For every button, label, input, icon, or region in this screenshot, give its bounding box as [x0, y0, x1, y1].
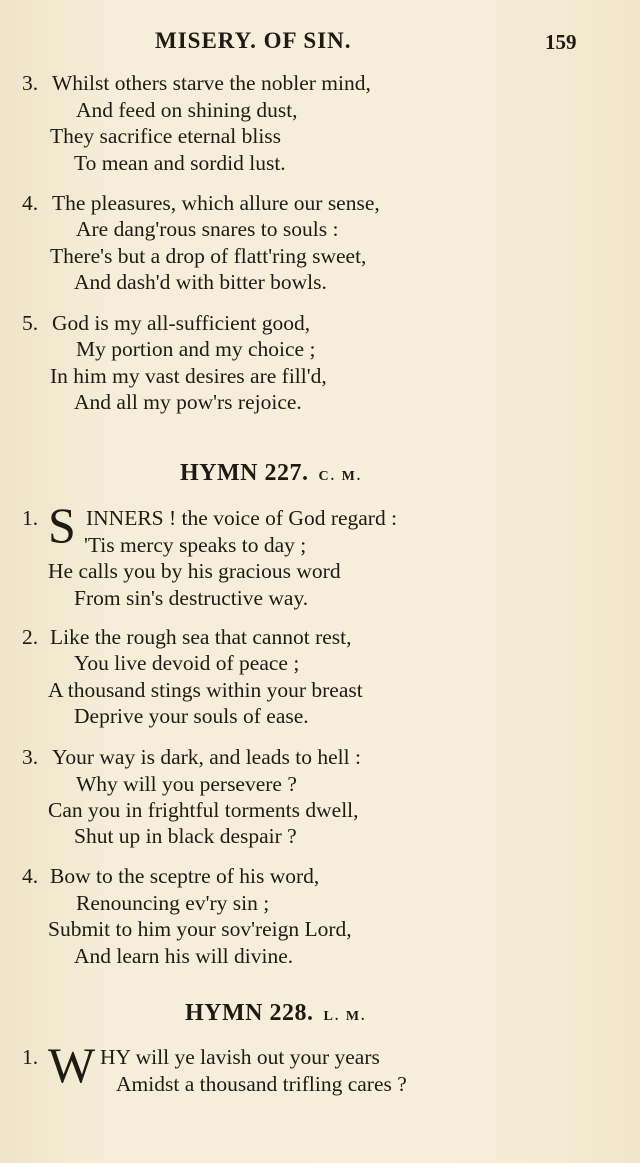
verse-line: INNERS ! the voice of God regard :	[86, 506, 398, 530]
verse-line: God is my all-sufficient good,	[52, 311, 311, 335]
verse-line: Whilst others starve the nobler mind,	[52, 71, 371, 95]
page-number: 159	[545, 30, 577, 54]
verse-line: 'Tis mercy speaks to day ;	[84, 533, 307, 557]
verse-line: He calls you by his gracious word	[48, 559, 341, 583]
running-title: MISERY. OF SIN.	[155, 28, 352, 53]
verse-line: There's but a drop of flatt'ring sweet,	[50, 244, 367, 268]
verse-line: Shut up in black despair ?	[74, 824, 297, 848]
verse-line: And learn his will divine.	[74, 944, 294, 968]
hymn-meter: C. M.	[318, 469, 363, 484]
hymn-number: HYMN 227.	[180, 460, 309, 486]
verse-line: The pleasures, which allure our sense,	[52, 191, 380, 215]
verse-line: Amidst a thousand trifling cares ?	[116, 1072, 407, 1096]
verse-line: And feed on shining dust,	[76, 98, 298, 122]
stanza-number: 1.	[22, 1045, 39, 1069]
verse-line: In him my vast desires are fill'd,	[50, 364, 327, 388]
hymn-228-title	[185, 1000, 367, 1027]
verse-line: And all my pow'rs rejoice.	[74, 390, 302, 414]
stanza-number: 1.	[22, 506, 39, 530]
verse-line: From sin's destructive way.	[74, 586, 309, 610]
verse-line: Can you in frightful torments dwell,	[48, 798, 359, 822]
drop-capital: S	[48, 497, 76, 553]
hymn-number: HYMN 228.	[185, 1000, 314, 1026]
hymn-meter: L. M.	[323, 1009, 367, 1024]
verse-line: A thousand stings within your breast	[48, 678, 363, 702]
running-head	[0, 28, 640, 58]
verse-line: Are dang'rous snares to souls :	[76, 217, 339, 241]
stanza-number: 2.	[22, 625, 39, 649]
verse-line: Why will you persevere ?	[76, 772, 297, 796]
verse-line: My portion and my choice ;	[76, 337, 316, 361]
verse-line: HY will ye lavish out your years	[100, 1045, 380, 1069]
verse-line: To mean and sordid lust.	[74, 151, 286, 175]
verse-line: Submit to him your sov'reign Lord,	[48, 917, 352, 941]
stanza-number: 3.	[22, 745, 39, 769]
verse-line: You live devoid of peace ;	[74, 651, 300, 675]
verse-line: They sacrifice eternal bliss	[50, 124, 282, 148]
verse-line: Deprive your souls of ease.	[74, 704, 309, 728]
stanza-number: 5.	[22, 311, 39, 335]
verse-line: Renouncing ev'ry sin ;	[76, 891, 270, 915]
stanza-number: 4.	[22, 864, 39, 888]
verse-line: Like the rough sea that cannot rest,	[50, 625, 352, 649]
verse-line: Your way is dark, and leads to hell :	[52, 745, 361, 769]
hymn-227-title	[180, 460, 362, 487]
verse-line: And dash'd with bitter bowls.	[74, 270, 327, 294]
verse-line: Bow to the sceptre of his word,	[50, 864, 320, 888]
stanza-number: 3.	[22, 71, 39, 95]
drop-capital: W	[48, 1037, 96, 1093]
stanza-number: 4.	[22, 191, 39, 215]
